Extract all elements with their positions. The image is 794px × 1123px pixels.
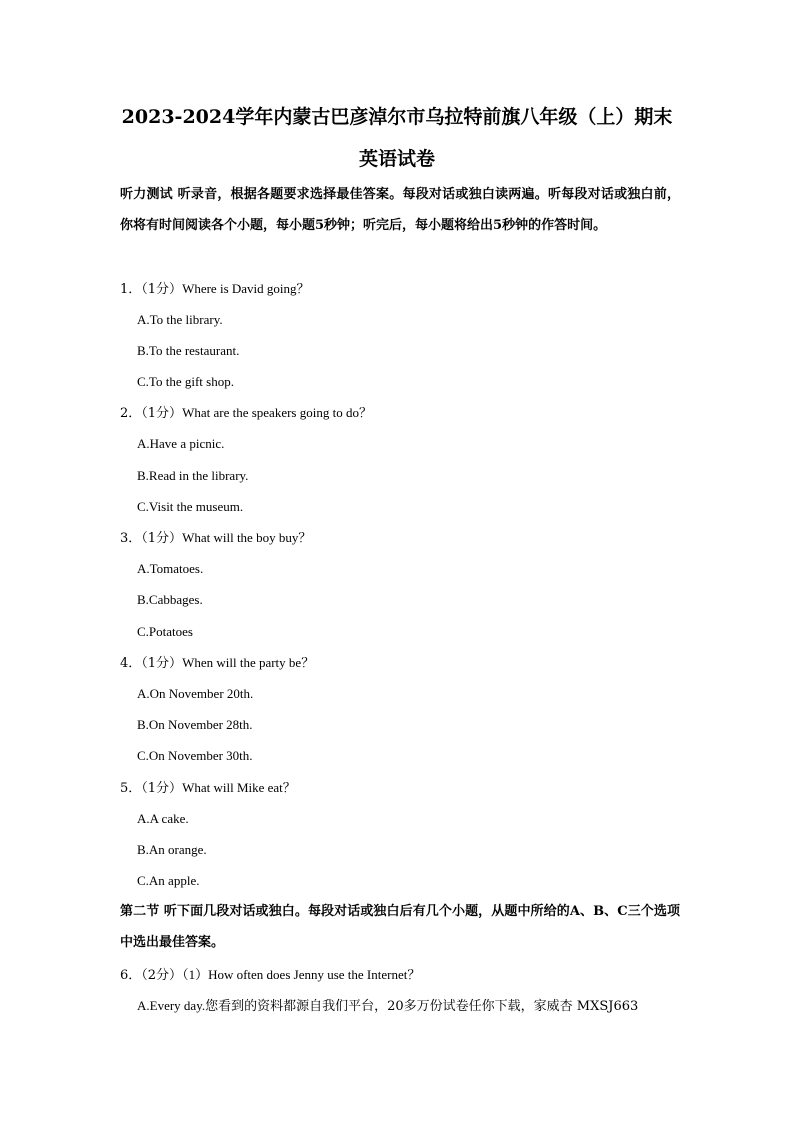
question-6-option-a-line bbox=[137, 996, 638, 1017]
question-number: 5． bbox=[120, 781, 142, 796]
exam-title-line2: 英语试卷 bbox=[358, 148, 435, 170]
question-6-option-a: A.Every day. bbox=[137, 998, 206, 1013]
question-1 bbox=[120, 279, 310, 300]
watermark-text: 您看到的资料都源自我们平台，20多万份试卷任你下载，家威杏 MXSJ663 bbox=[205, 999, 639, 1014]
question-score: （2分） bbox=[141, 968, 183, 983]
question-1-option-c: C.To the gift shop. bbox=[137, 374, 234, 389]
question-score: （1分） bbox=[141, 282, 183, 297]
question-text: What will Mike eat？ bbox=[182, 780, 296, 795]
question-4-option-b: B.On November 28th. bbox=[137, 717, 253, 732]
question-text: What are the speakers going to do？ bbox=[182, 405, 372, 420]
section1-instructions: 听力测试 听录音，根据各题要求选择最佳答案。每段对话或独白读两遍。听每段对话或独白前，你将有时间阅读各个小题，每小题5秒钟；听完后，每小题将给出5秒钟的作答时间。 bbox=[120, 187, 680, 233]
question-4-option-a: A.On November 20th. bbox=[137, 686, 254, 701]
question-score: （1分） bbox=[141, 406, 183, 421]
question-5-option-c: C.An apple. bbox=[137, 873, 200, 888]
question-5 bbox=[120, 778, 296, 799]
question-text: What will the boy buy？ bbox=[182, 530, 312, 545]
question-4 bbox=[120, 653, 314, 674]
question-score: （1分） bbox=[141, 656, 183, 671]
question-number: 2． bbox=[120, 406, 142, 421]
question-number: 3． bbox=[120, 531, 142, 546]
question-6 bbox=[120, 965, 420, 986]
question-2-option-b: B.Read in the library. bbox=[137, 468, 249, 483]
question-3-option-a: A.Tomatoes. bbox=[137, 561, 204, 576]
question-5-option-a: A.A cake. bbox=[137, 811, 189, 826]
question-number: 1． bbox=[120, 282, 142, 297]
question-3 bbox=[120, 528, 311, 549]
exam-title-line1: 2023-2024学年内蒙古巴彦淖尔市乌拉特前旗八年级（上）期末 bbox=[121, 106, 673, 128]
question-2-option-a: A.Have a picnic. bbox=[137, 436, 225, 451]
question-5-option-b: B.An orange. bbox=[137, 842, 207, 857]
question-3-option-b: B.Cabbages. bbox=[137, 592, 203, 607]
question-text: Where is David going？ bbox=[182, 281, 310, 296]
question-3-option-c: C.Potatoes bbox=[137, 624, 193, 639]
question-2 bbox=[120, 403, 372, 424]
question-text: When will the party be？ bbox=[182, 655, 315, 670]
question-number: 6． bbox=[120, 968, 142, 983]
question-number: 4． bbox=[120, 656, 142, 671]
question-2-option-c: C.Visit the museum. bbox=[137, 499, 244, 514]
question-score: （1分） bbox=[141, 781, 183, 796]
question-4-option-c: C.On November 30th. bbox=[137, 748, 253, 763]
question-1-option-a: A.To the library. bbox=[137, 312, 223, 327]
question-score: （1分） bbox=[141, 531, 183, 546]
section2-instructions: 第二节 听下面几段对话或独白。每段对话或独白后有几个小题，从题中所给的A、B、C三个选项中选出最佳答案。 bbox=[120, 904, 680, 950]
question-1-option-b: B.To the restaurant. bbox=[137, 343, 240, 358]
question-text: （1）How often does Jenny use the Internet？ bbox=[182, 967, 421, 982]
